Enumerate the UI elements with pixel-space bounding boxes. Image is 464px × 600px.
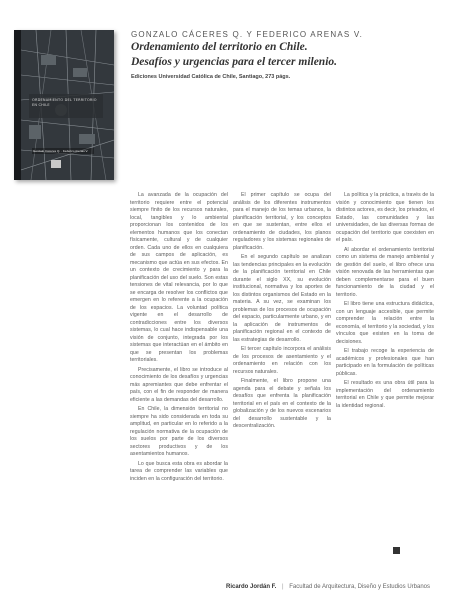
paragraph: El primer capítulo se ocupa del análisis de los diferentes instrumentos para el manejo de los temas urbanos, la planificación territorial, y los conceptos en que se sustentan, entre ellos el ordenamiento de ciudades, los planos reguladores y los sistemas regionales de planificación. [233, 192, 331, 251]
cover-caption: Gonzalo Cáceres Q. · Federico Arenas V. [32, 148, 94, 154]
review-authors: GONZALO CÁCERES Q. Y FEDERICO ARENAS V. [131, 30, 364, 39]
footer-separator: | [282, 584, 284, 590]
book-cover-image [14, 30, 114, 180]
paragraph: Lo que busca esta obra es abordar la tarea de comprender las variables que inciden en la configuración del territorio. [130, 460, 228, 482]
page-footer [226, 584, 446, 590]
paragraph: La política y la práctica, a través de la visión y conocimiento que tienen los distintos actores, es decir, los privados, el Estado, las comunidades y las universidades, de las diversas formas de ocupación del territorio que coexisten en el país. [336, 192, 434, 243]
book-spine [14, 30, 21, 180]
paragraph: Finalmente, el libro propone una agenda para el debate y señala los desafíos que enfrenta la planificación territorial en el país en el contexto de la globalización y de los nuevos escenarios del desarrollo sustentable y la descentralización. [233, 378, 331, 429]
text-column-2 [233, 192, 331, 562]
review-title-line-2: Desafíos y urgencias para el tercer milenio. [131, 56, 338, 68]
cover-title: ORDENAMIENTO DEL TERRITORIO EN CHILE [32, 98, 97, 107]
text-column-3 [336, 192, 434, 550]
paragraph: En Chile, la dimensión territorial no siempre ha sido considerada en toda su amplitud, en particular en lo referido a la regulación normativa de la ocupación de los suelos por parte de los diversos sectores productivos y de los asentamientos humanos. [130, 406, 228, 457]
paragraph: El libro tiene una estructura didáctica, con un lenguaje accesible, que permite comprender la relación entre la economía, el territorio y la sociedad, y los vínculos que existen en la toma de decisiones. [336, 301, 434, 345]
review-title-line-1: Ordenamiento del territorio en Chile. [131, 41, 308, 53]
paragraph: El tercer capítulo incorpora el análisis de los procesos de asentamiento y el ordenamiento en relación con los recursos naturales. [233, 346, 331, 375]
text-column-1 [130, 192, 228, 562]
paragraph: En el segundo capítulo se analizan las tendencias principales en la evolución de la planificación territorial en Chile durante el siglo XX, su evolución institucional, normativa y los aportes de los distintos organismos del Estado en la materia. A su vez, se examinan los problemas de los procesos de ocupación del espacio, particularmente urbano, y en la aplicación de instrumentos de planificación regional en el contexto de las estrategias de desarrollo. [233, 254, 331, 343]
publisher-info: Ediciones Universidad Católica de Chile, Santiago, 273 págs. [131, 74, 291, 80]
paragraph: El resultado es una obra útil para la implementación del ordenamiento territorial en Chile y que permite mejorar la identidad regional. [336, 380, 434, 409]
reviewer-name: Ricardo Jordán F. [226, 584, 277, 590]
end-of-article-mark [393, 547, 400, 554]
paragraph: Precisamente, el libro se introduce al conocimiento de los desafíos y urgencias más apremiantes que debe enfrentar el país, con el fin de responder de manera eficiente a las demandas del desarrollo. [130, 366, 228, 403]
paragraph: La avanzada de la ocupación del territorio requiere entre el potencial siempre finito de los recursos naturales, local, tangibles y lo ambiental proporcionan los contenidos de los elementos humanos que los conectan físicamente, cultural y de cualquier orden. Cada uno de ellos en cualquiera de sus campos de aplicación, es mecanismo que actúa en sus efectos. En un contexto de crecimiento y para la planificación del uso del suelo. Son estas tensiones de vital relevancia, por lo que se encarga de resolver los conflictos que emergen en lo referente a la ocupación de los espacios. La voluntad política vigente en el desarrollo de contradicciones entre los diversos sistemas, lo cual hace indispensable una visión de conjunto, integrada por los sistemas que interactúan en el ámbito en que se presentan los problemas territoriales. [130, 192, 228, 363]
reviewer-affiliation: Facultad de Arquitectura, Diseño y Estudios Urbanos [289, 584, 430, 590]
paragraph: El trabajo recoge la experiencia de académicos y profesionales que han participado en la formulación de políticas públicas. [336, 348, 434, 377]
paragraph: Al abordar el ordenamiento territorial como un sistema de manejo ambiental y de gestión del suelo, el libro ofrece una visión renovada de las herramientas que deben complementarse para el buen funcionamiento de la ciudad y el territorio. [336, 246, 434, 298]
